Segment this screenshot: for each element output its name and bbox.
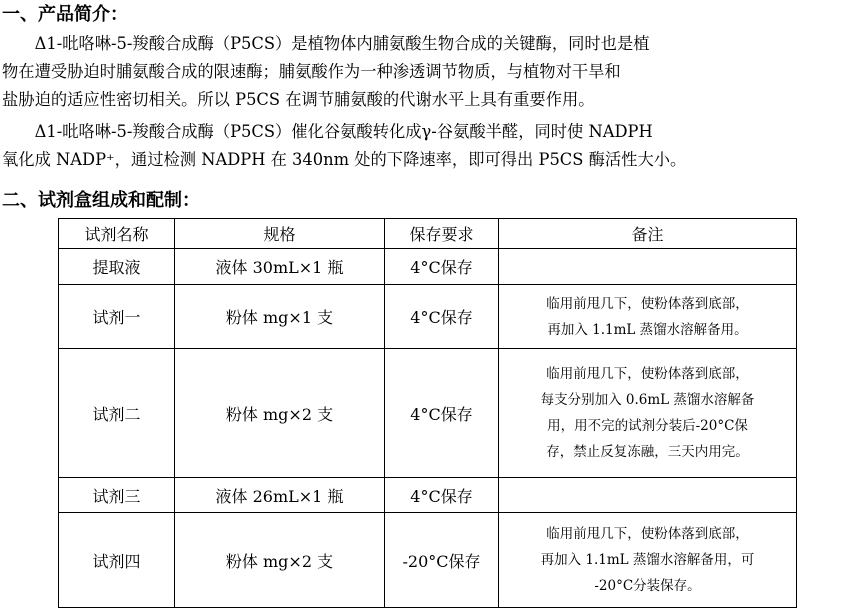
kit-composition-table (58, 218, 797, 608)
reagent-spec: 粉体 mg×2 支 (175, 513, 385, 608)
reagent-note (499, 249, 797, 285)
section-1-heading: 一、产品简介： (2, 4, 128, 25)
intro-p1-line-2: 物在遭受胁迫时脯氨酸合成的限速酶；脯氨酸作为一种渗透调节物质，与植物对干旱和 (2, 62, 621, 81)
reagent-name: 试剂一 (59, 285, 175, 349)
reagent-note (499, 478, 797, 513)
reagent-note (499, 285, 797, 349)
reagent-note (499, 513, 797, 608)
table-row (59, 478, 797, 513)
reagent-spec: 液体 30mL×1 瓶 (175, 249, 385, 285)
note-line: 再加入 1.1mL 蒸馏水溶解备用，可 (540, 552, 755, 568)
note-line: 临用前甩几下，使粉体落到底部， (546, 526, 749, 542)
table-row (59, 285, 797, 349)
reagent-name: 试剂四 (59, 513, 175, 608)
reagent-name: 试剂三 (59, 478, 175, 513)
reagent-spec: 液体 26mL×1 瓶 (175, 478, 385, 513)
note-line: 临用前甩几下，使粉体落到底部， (546, 295, 749, 312)
reagent-storage: 4°C保存 (385, 285, 499, 349)
reagent-name: 提取液 (59, 249, 175, 285)
note-line: 每支分别加入 0.6mL 蒸馏水溶解备 (540, 392, 755, 408)
header-reagent-name: 试剂名称 (59, 219, 175, 249)
intro-p1-line-1: Δ1-吡咯啉-5-羧酸合成酶（P5CS）是植物体内脯氨酸生物合成的关键酶，同时也是植 (34, 34, 650, 53)
note-line: 存，禁止反复冻融，三天内用完。 (546, 444, 749, 460)
reagent-spec: 粉体 mg×1 支 (175, 285, 385, 349)
intro-p2-line-2: 氧化成 NADP⁺，通过检测 NADPH 在 340nm 处的下降速率，即可得出 P5CS 酶活性大小。 (2, 150, 687, 169)
reagent-storage: 4°C保存 (385, 478, 499, 513)
note-line: -20°C分装保存。 (594, 578, 701, 594)
reagent-storage: 4°C保存 (385, 249, 499, 285)
header-note: 备注 (499, 219, 797, 249)
intro-paragraph-2 (2, 118, 840, 174)
note-line: 临用前甩几下，使粉体落到底部， (546, 366, 749, 382)
reagent-storage: 4°C保存 (385, 349, 499, 478)
reagent-storage: -20°C保存 (385, 513, 499, 608)
note-line: 用，用不完的试剂分装后-20°C保 (547, 418, 748, 434)
section-2-heading: 二、试剂盒组成和配制： (2, 190, 200, 211)
table-row (59, 349, 797, 478)
table-row (59, 249, 797, 285)
intro-p2-line-1: Δ1-吡咯啉-5-羧酸合成酶（P5CS）催化谷氨酸转化成γ-谷氨酸半醛，同时使 NADPH (34, 122, 653, 141)
reagent-note (499, 349, 797, 478)
reagent-spec: 粉体 mg×2 支 (175, 349, 385, 478)
table-header-row (59, 219, 797, 249)
note-line: 再加入 1.1mL 蒸馏水溶解备用。 (547, 321, 748, 338)
header-storage: 保存要求 (385, 219, 499, 249)
intro-paragraph-1 (2, 30, 840, 114)
intro-p1-line-3: 盐胁迫的适应性密切相关。所以 P5CS 在调节脯氨酸的代谢水平上具有重要作用。 (2, 90, 595, 109)
table-row (59, 513, 797, 608)
reagent-name: 试剂二 (59, 349, 175, 478)
header-spec: 规格 (175, 219, 385, 249)
